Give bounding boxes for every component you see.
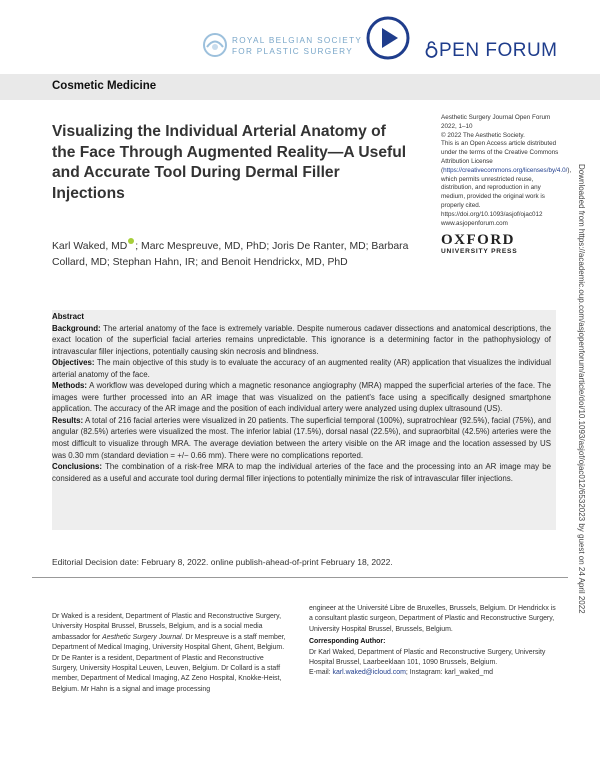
abstract [52, 311, 551, 484]
society-name-line2: FOR PLASTIC SURGERY [232, 47, 353, 56]
abstract-conclusions: Conclusions: The combination of a risk-free MRA to map the individual arteries of the face and the processing into an AR image may be considered as a useful and accurate tool during dermal filler injections to potentially minimize the risk of intravascular filler injections. [52, 462, 551, 483]
play-video-icon[interactable] [366, 16, 410, 60]
society-logo [202, 30, 363, 68]
article-title: Visualizing the Individual Arterial Anatomy of the Face Through Augmented Reality—A Useful and Accurate Tool During Dermal Filler Injections [52, 123, 407, 202]
abstract-results: Results: A total of 216 facial arteries were visualized in 20 patients. The superficial temporal (100%), supratrochlear (92.5%), facial (75%), and angular (82.5%) arteries were visualized the most. The inferior labial (17.5%), dorsal nasal (22.5%), and supraorbital (42.5%) arteries were the most difficult to visualize through MRA. The average deviation between the artery visible on the AR image and the location assessed by US was 0.30 mm (standard deviation = +/− 0.66 mm). There were no complications reported. [52, 415, 551, 460]
download-note: Downloaded from https://academic.oup.com/asjopenforum/article/doi/10.1093/asjof/ojac012/6532023 by guest on 24 April 2022 [577, 164, 586, 614]
license-text: This is an Open Access article distributed under the terms of the Creative Commons Attribution License (https://creativecommons.org/licenses/by/4.0/), which permits unrestricted reuse, distribution, and reproduction in any medium, provided the original work is properly cited. [441, 140, 572, 209]
first-author: Karl Waked, MD [52, 241, 128, 252]
journal-info [441, 114, 572, 228]
abstract-heading: Abstract [52, 312, 85, 321]
oup-logo-line1: OXFORD [441, 232, 515, 248]
journal-name: Aesthetic Surgery Journal Open Forum [441, 114, 551, 121]
divider [32, 577, 568, 578]
section-label: Cosmetic Medicine [52, 80, 157, 92]
society-emblem-icon [202, 32, 228, 58]
open-lock-icon [425, 40, 438, 58]
website-link[interactable]: www.asjopenforum.com [441, 219, 508, 227]
affiliation-continued: engineer at the Université Libre de Bruxelles, Brussels, Belgium. Dr Hendrickx is a consultant plastic surgeon, Department of Plastic and Reconstructive Surgery, University Hospital Brussel, Brussels, Belgium. [309, 605, 556, 633]
doi-link[interactable]: https://doi.org/10.1093/asjof/ojac012 [441, 210, 543, 218]
corresponding-author-heading: Corresponding Author: [309, 638, 386, 646]
author-affiliations-right [309, 604, 559, 679]
author-list [52, 238, 432, 270]
abstract-methods: Methods: A workflow was developed during which a magnetic resonance angiography (MRA) mapped the superficial arteries of the face. The images were further processed into an AR image that was visualized on the patient's face using a specifically designed smartphone application. The accuracy of the AR image and the position of each individual artery were analyzed using duplex ultrasound (US). [52, 381, 551, 414]
oup-logo [441, 232, 517, 255]
copyright-line: © 2022 The Aesthetic Society. [441, 131, 525, 139]
oup-logo-line2: UNIVERSITY PRESS [441, 248, 518, 255]
abstract-background: Background: The arterial anatomy of the face is extremely variable. Despite numerous cadaver dissections and anatomical descriptions, the exact location of the superficial facial arteries remains unpredictable. This ignorance is a determining factor in the pathophysiology of intravascular filler injections, potentially causing skin necrosis and blindness. [52, 323, 551, 356]
orcid-icon[interactable] [128, 238, 134, 244]
email-link[interactable]: karl.waked@icloud.com [332, 669, 406, 677]
contact-line: E-mail: karl.waked@icloud.com; Instagram: karl_waked_md [309, 669, 494, 677]
abstract-objectives: Objectives: The main objective of this study is to evaluate the accuracy of an augmented reality (AR) application that visualizes the individual arterial anatomy of the face. [52, 358, 551, 379]
brand-text: PEN FORUM [439, 40, 558, 61]
society-name-line1: ROYAL BELGIAN SOCIETY [232, 36, 363, 45]
license-link[interactable]: https://creativecommons.org/licenses/by/4.0/ [443, 166, 568, 174]
open-forum-brand [425, 40, 558, 62]
corresponding-author-address: Dr Karl Waked, Department of Plastic and Reconstructive Surgery, University Hospital Brussel, Laarbeeklaan 101, 1090 Brussels, Belgium. [309, 648, 546, 667]
other-authors: ; Marc Mespreuve, MD, PhD; Joris De Ranter, MD; Barbara Collard, MD; Stephan Hahn, IR; and Benoit Hendrickx, MD, PhD [52, 241, 409, 268]
journal-pages: 2022, 1–10 [441, 122, 473, 130]
editorial-dates: Editorial Decision date: February 8, 2022. online publish-ahead-of-print February 18, 2022. [52, 557, 393, 567]
author-affiliations-left: Dr Waked is a resident, Department of Plastic and Reconstructive Surgery, University Hospital Brussel, Brussels, Belgium, and is a social media ambassador for Aesthetic Surgery Journal. Dr Mespreuve is a staff member, Department of Medical Imaging, University Hospital Ghent, Ghent, Belgium. Dr De Ranter is a resident, Department of Plastic and Reconstructive Surgery, University Hospital Leuven, Leuven, Belgium. Dr Collard is a staff member, Department of Medical Imaging, AZ Zeno Hospital, Knokke-Heist, Belgium. Mr Hahn is a signal and image processing [52, 613, 286, 693]
